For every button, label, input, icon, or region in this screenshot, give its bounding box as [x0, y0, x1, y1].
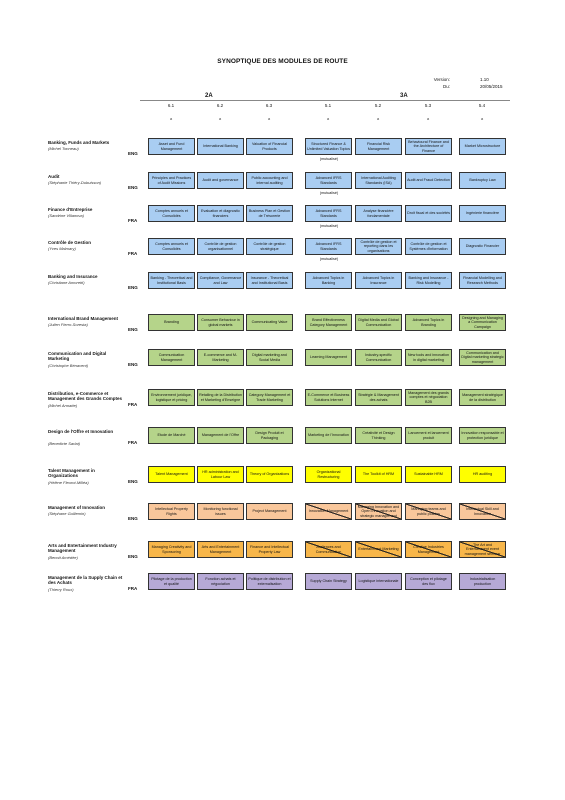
- row-title: Contrôle de Gestion: [48, 240, 92, 245]
- module-label: The Art and Entertainment event management seminar: [464, 542, 501, 556]
- module-label: Banking - Theoretical and Institutional Basis: [150, 276, 193, 285]
- module-cell: [197, 503, 244, 520]
- module-cell: [355, 573, 402, 590]
- module-cell: [246, 573, 293, 590]
- module-label: Logistique internationale: [358, 579, 399, 584]
- module-cell: [197, 172, 244, 189]
- module-label: The Toolkit of HRM: [362, 472, 395, 477]
- module-label: HR auditing: [472, 472, 493, 477]
- module-cell: [305, 314, 352, 331]
- module-label: Financial Risk Management: [367, 142, 390, 151]
- module-cell: [355, 541, 402, 558]
- row-teacher: (Benoit Amédée): [48, 554, 78, 560]
- module-cell: [355, 349, 402, 366]
- module-cell: [305, 573, 352, 590]
- module-cell: [355, 427, 402, 444]
- module-label: Supply Chain Strategy: [310, 579, 347, 584]
- module-label: Managing Innovation and Open Innovation and strategic management: [357, 504, 400, 518]
- module-label: Bankruptcy Law: [469, 178, 496, 183]
- row-language: FRA: [128, 402, 138, 407]
- row-language: ENG: [128, 554, 138, 559]
- module-cell: [197, 314, 244, 331]
- module-label: Droit fiscal et des sociétés: [407, 211, 450, 216]
- module-label: Managing Creativity and Sponsoring: [151, 545, 192, 554]
- version-value: 1.10: [480, 77, 489, 82]
- module-label: Contrôle de gestion et reporting dans les organisations: [360, 239, 397, 253]
- row-language: ENG: [128, 479, 138, 484]
- module-cell: [148, 138, 195, 155]
- shared-note: (mutualisé): [319, 191, 339, 195]
- module-label: Arts and Entertainment Management: [201, 545, 240, 554]
- module-cell: [148, 427, 195, 444]
- module-label: Theory of Organizations: [249, 472, 290, 477]
- module-cell: [405, 205, 452, 222]
- module-cell: [305, 466, 352, 483]
- column-number: 5.3: [424, 103, 432, 108]
- row-title: International Brand Management: [48, 316, 119, 321]
- module-label: Environnement juridique, logistique et pricing: [151, 393, 192, 402]
- row-title: Talent Management in Organizations: [48, 468, 95, 479]
- module-label: Financial Modelling and Research Methods: [463, 276, 502, 285]
- module-cell: [355, 172, 402, 189]
- module-label: Valuation of Financial Products: [252, 142, 287, 151]
- module-label: Intellectual Skill and Innovation: [466, 507, 499, 516]
- module-label: Project Management: [252, 509, 287, 514]
- module-cell: [148, 238, 195, 255]
- module-label: Asset and Fund Management: [158, 142, 185, 151]
- row-language: FRA: [128, 251, 138, 256]
- year-2a: 2A: [205, 93, 213, 99]
- row-language: ENG: [128, 327, 138, 332]
- module-cell: [197, 573, 244, 590]
- row-teacher: (Benedicte Sarlat): [48, 440, 81, 446]
- module-label: Management stratégique de la distribution: [462, 393, 503, 402]
- module-cell: [197, 541, 244, 558]
- column-mark: a: [267, 116, 271, 121]
- module-label: Branding: [164, 320, 179, 325]
- shared-note: (mutualisé): [319, 157, 339, 161]
- module-label: Marketing de l'Innovation: [308, 433, 349, 438]
- module-cell: [246, 349, 293, 366]
- module-cell: [459, 573, 506, 590]
- module-label: Advanced Topics in Banking: [312, 276, 345, 285]
- module-cell: [459, 272, 506, 289]
- module-cell: [405, 138, 452, 155]
- module-cell: [305, 272, 352, 289]
- module-label: Finance and Intellectual Property Law: [250, 545, 289, 554]
- module-label: Contrôle de gestion et Systèmes d'information: [409, 242, 448, 251]
- row-teacher: (Christophe Bénavent): [48, 362, 89, 368]
- row-teacher: (Stéphanie Thiéry-Dubuisson): [48, 180, 102, 186]
- module-cell: [148, 573, 195, 590]
- module-label: Communication and Digital marketing strategic management: [461, 350, 504, 364]
- module-label: E-commerce and M-Marketing: [203, 353, 238, 362]
- module-cell: [405, 427, 452, 444]
- module-cell: [405, 238, 452, 255]
- module-label: Créativité et Design Thinking: [362, 431, 395, 440]
- row-teacher: (Thierry Roux): [48, 586, 74, 592]
- module-label: Audit and governance: [202, 178, 239, 183]
- module-cell: [305, 503, 352, 520]
- module-cell: [305, 541, 352, 558]
- module-cell: [459, 172, 506, 189]
- module-cell: [148, 272, 195, 289]
- row-title: Distribution, e-Commerce et Management des Grands Comptes: [48, 391, 123, 402]
- module-cell: [459, 238, 506, 255]
- row-title: Audit: [48, 174, 60, 179]
- module-cell: [148, 541, 195, 558]
- module-label: Contrôle de gestion organisationnel: [204, 242, 237, 251]
- module-label: Audit and Fraud Detection: [407, 178, 450, 183]
- module-label: Behavioural Finance and the Architecture of Finance: [408, 139, 449, 153]
- module-label: Category Management et Trade Marketing: [248, 393, 291, 402]
- module-cell: [459, 503, 506, 520]
- module-label: HR administration and Labour Law: [202, 470, 239, 479]
- column-number: 6.1: [167, 103, 175, 108]
- module-cell: [405, 314, 452, 331]
- module-label: International Banking: [203, 144, 238, 149]
- module-label: Intellectual Property Rights: [155, 507, 188, 516]
- module-cell: [148, 205, 195, 222]
- module-cell: [148, 314, 195, 331]
- module-label: Monitoring functional issues: [203, 507, 238, 516]
- module-cell: [246, 541, 293, 558]
- module-label: Diagnostic Financier: [465, 244, 500, 249]
- module-cell: [148, 389, 195, 406]
- module-cell: [246, 503, 293, 520]
- module-label: E-Commerce et Business Solutions Internet: [307, 393, 350, 402]
- module-cell: [246, 205, 293, 222]
- module-cell: [405, 466, 452, 483]
- module-cell: [405, 172, 452, 189]
- module-label: Lancement et lancement produit: [408, 431, 449, 440]
- column-number: 6.3: [265, 103, 273, 108]
- row-teacher: (Hélène Fleurot-Milléa): [48, 479, 89, 485]
- row-language: FRA: [128, 218, 138, 223]
- date-label: Du:: [442, 84, 450, 89]
- module-cell: [148, 466, 195, 483]
- page-title: SYNOPTIQUE DES MODULES DE ROUTE: [217, 58, 348, 65]
- module-cell: [305, 349, 352, 366]
- module-label: Managing teams and public policies: [411, 507, 446, 516]
- module-cell: [459, 205, 506, 222]
- shared-note: (mutualisé): [319, 224, 339, 228]
- module-label: Advanced Topics in Insurance: [362, 276, 395, 285]
- module-label: Contrôle de gestion stratégique: [253, 242, 286, 251]
- header-divider: [140, 100, 510, 101]
- module-cell: [355, 138, 402, 155]
- module-label: Communicating Value: [251, 320, 288, 325]
- module-cell: [197, 466, 244, 483]
- module-label: Entertainment Marketing: [358, 547, 399, 552]
- row-title: Banking, Funds and Markets: [48, 140, 110, 145]
- module-label: Industrialisation production: [469, 577, 496, 586]
- row-title: Management of Innovation: [48, 505, 106, 510]
- row-teacher: (Julien Fierro-Soresta): [48, 322, 88, 328]
- module-cell: [197, 272, 244, 289]
- module-label: Ingénierie financière: [465, 211, 500, 216]
- module-cell: [355, 272, 402, 289]
- module-label: Business Plan et Gestion de Trésorerie: [248, 209, 291, 218]
- module-label: Comptes annuels et Consolidés: [155, 209, 188, 218]
- module-label: Design Produit et Packaging: [255, 431, 284, 440]
- module-cell: [197, 205, 244, 222]
- row-teacher: (Yves Malmary): [48, 246, 76, 252]
- module-cell: [459, 541, 506, 558]
- module-label: Compliance, Governance and Law: [199, 276, 242, 285]
- module-cell: [148, 349, 195, 366]
- module-label: Analyse financière fondamentale: [363, 209, 394, 218]
- module-label: Advanced Topics in Branding: [412, 318, 445, 327]
- row-teacher: (Christiane Amoretti): [48, 280, 85, 286]
- module-cell: [405, 272, 452, 289]
- column-mark: a: [376, 116, 380, 121]
- module-cell: [305, 172, 352, 189]
- column-number: 5.1: [324, 103, 332, 108]
- module-cell: [459, 389, 506, 406]
- module-cell: [197, 138, 244, 155]
- column-mark: a: [426, 116, 430, 121]
- module-label: Stratégie & Management des achats: [358, 393, 399, 402]
- module-label: Conception et pilotage des flux: [410, 577, 447, 586]
- row-language: ENG: [128, 285, 138, 290]
- row-language: ENG: [128, 151, 138, 156]
- module-cell: [246, 427, 293, 444]
- module-label: Industry-specific Communication: [365, 353, 392, 362]
- column-mark: a: [480, 116, 484, 121]
- module-cell: [197, 349, 244, 366]
- module-cell: [246, 172, 293, 189]
- row-language: ENG: [128, 362, 138, 367]
- module-cell: [459, 427, 506, 444]
- column-mark: a: [218, 116, 222, 121]
- row-language: ENG: [128, 185, 138, 190]
- module-cell: [197, 389, 244, 406]
- module-label: Advanced IFRS Standards: [315, 209, 342, 218]
- column-number: 6.2: [216, 103, 224, 108]
- row-title: Finance d'Entreprise: [48, 207, 93, 212]
- module-cell: [459, 466, 506, 483]
- row-title: Design de l'Offre et Innovation: [48, 429, 114, 434]
- row-teacher: (Stéphane Guillemin): [48, 511, 86, 517]
- module-cell: [305, 138, 352, 155]
- row-teacher: (Michel Tonneau): [48, 146, 79, 152]
- module-label: Sustainable HRM: [414, 472, 443, 477]
- module-cell: [355, 238, 402, 255]
- module-cell: [246, 466, 293, 483]
- module-label: Insurance - Theoretical and Institutional Basis: [250, 276, 289, 285]
- module-label: Retailing de la Distribution et Marketing d'Enseigne: [199, 393, 242, 402]
- module-cell: [197, 427, 244, 444]
- module-cell: [459, 314, 506, 331]
- column-mark: a: [326, 116, 330, 121]
- module-label: Management des grands comptes et négociation B2B: [408, 390, 449, 404]
- module-cell: [405, 389, 452, 406]
- module-label: Evaluation et diagnostic financiers: [201, 209, 240, 218]
- module-cell: [459, 138, 506, 155]
- module-label: Advanced IFRS Standards: [315, 242, 342, 251]
- module-label: Communication Management: [158, 353, 185, 362]
- column-number: 5.4: [478, 103, 486, 108]
- row-language: FRA: [128, 586, 138, 591]
- module-label: Digital marketing and Social Media: [252, 353, 287, 362]
- module-label: Brand Effectiveness Category Management: [309, 318, 348, 327]
- module-cell: [355, 389, 402, 406]
- module-cell: [405, 349, 452, 366]
- module-cell: [405, 573, 452, 590]
- module-cell: [405, 503, 452, 520]
- row-language: ENG: [128, 516, 138, 521]
- module-cell: [405, 541, 452, 558]
- module-label: Pilotage de la production et qualité: [151, 577, 192, 586]
- module-label: Learning Management: [310, 355, 347, 360]
- module-cell: [246, 138, 293, 155]
- module-label: Creative Industries Management: [413, 545, 444, 554]
- version-label: Version:: [433, 77, 450, 82]
- module-label: Public accounting and internal auditing: [251, 176, 288, 185]
- module-label: Organizational Restructuring: [316, 470, 341, 479]
- module-label: Consumer Behaviour in global markets: [201, 318, 240, 327]
- module-label: Management de l'Offre: [201, 433, 240, 438]
- module-cell: [355, 503, 402, 520]
- module-cell: [246, 389, 293, 406]
- module-cell: [305, 238, 352, 255]
- row-title: Banking and Insurance: [48, 274, 98, 279]
- row-title: Arts and Entertainment Industry Management: [48, 543, 117, 554]
- module-cell: [148, 172, 195, 189]
- module-label: International Auditing Standards (ISA): [361, 176, 396, 185]
- module-cell: [305, 205, 352, 222]
- row-title: Communication and Digital Marketing: [48, 351, 107, 362]
- module-label: Advanced IFRS Standards: [315, 176, 342, 185]
- module-cell: [459, 349, 506, 366]
- module-label: Designing and Managing a Communication Campaign: [462, 315, 503, 329]
- module-cell: [305, 389, 352, 406]
- module-cell: [246, 314, 293, 331]
- module-cell: [355, 314, 402, 331]
- module-label: Market Microstructure: [464, 144, 501, 149]
- module-cell: [246, 238, 293, 255]
- module-label: Audiences and Communication: [315, 545, 342, 554]
- module-label: Etude de Marché: [157, 433, 186, 438]
- module-cell: [197, 238, 244, 255]
- module-label: Structured Finance & Unlimited Valuation Topics: [307, 142, 350, 151]
- module-cell: [148, 503, 195, 520]
- column-mark: a: [169, 116, 173, 121]
- row-teacher: (Sandrine Villanova): [48, 213, 84, 219]
- module-cell: [355, 466, 402, 483]
- module-cell: [246, 272, 293, 289]
- module-label: New tools and innovation in digital marketing: [407, 353, 450, 362]
- module-label: Comptes annuels et Consolidés: [155, 242, 188, 251]
- row-language: FRA: [128, 440, 138, 445]
- row-title: Management de la Supply Chain et des Achats: [48, 575, 123, 586]
- module-label: Principles and Practices of Audit Missions: [151, 176, 192, 185]
- module-cell: [305, 427, 352, 444]
- row-teacher: (Michel Armatte): [48, 402, 78, 408]
- date-value: 20/05/2015: [480, 84, 503, 89]
- module-label: Politique de distribution et externalisation: [248, 577, 291, 586]
- module-label: Digital Media and Global Communication: [358, 318, 399, 327]
- module-label: Talent Management: [155, 472, 188, 477]
- module-label: Fonction achats et négociation: [205, 577, 236, 586]
- year-3a: 3A: [400, 93, 408, 99]
- module-label: Banking and Insurance - Risk Modelling: [408, 276, 449, 285]
- module-label: Innovation Management: [308, 509, 349, 514]
- shared-note: (mutualisé): [319, 257, 339, 261]
- module-cell: [355, 205, 402, 222]
- module-label: Innovation responsable et protection juridique: [461, 431, 504, 440]
- column-number: 5.2: [374, 103, 382, 108]
